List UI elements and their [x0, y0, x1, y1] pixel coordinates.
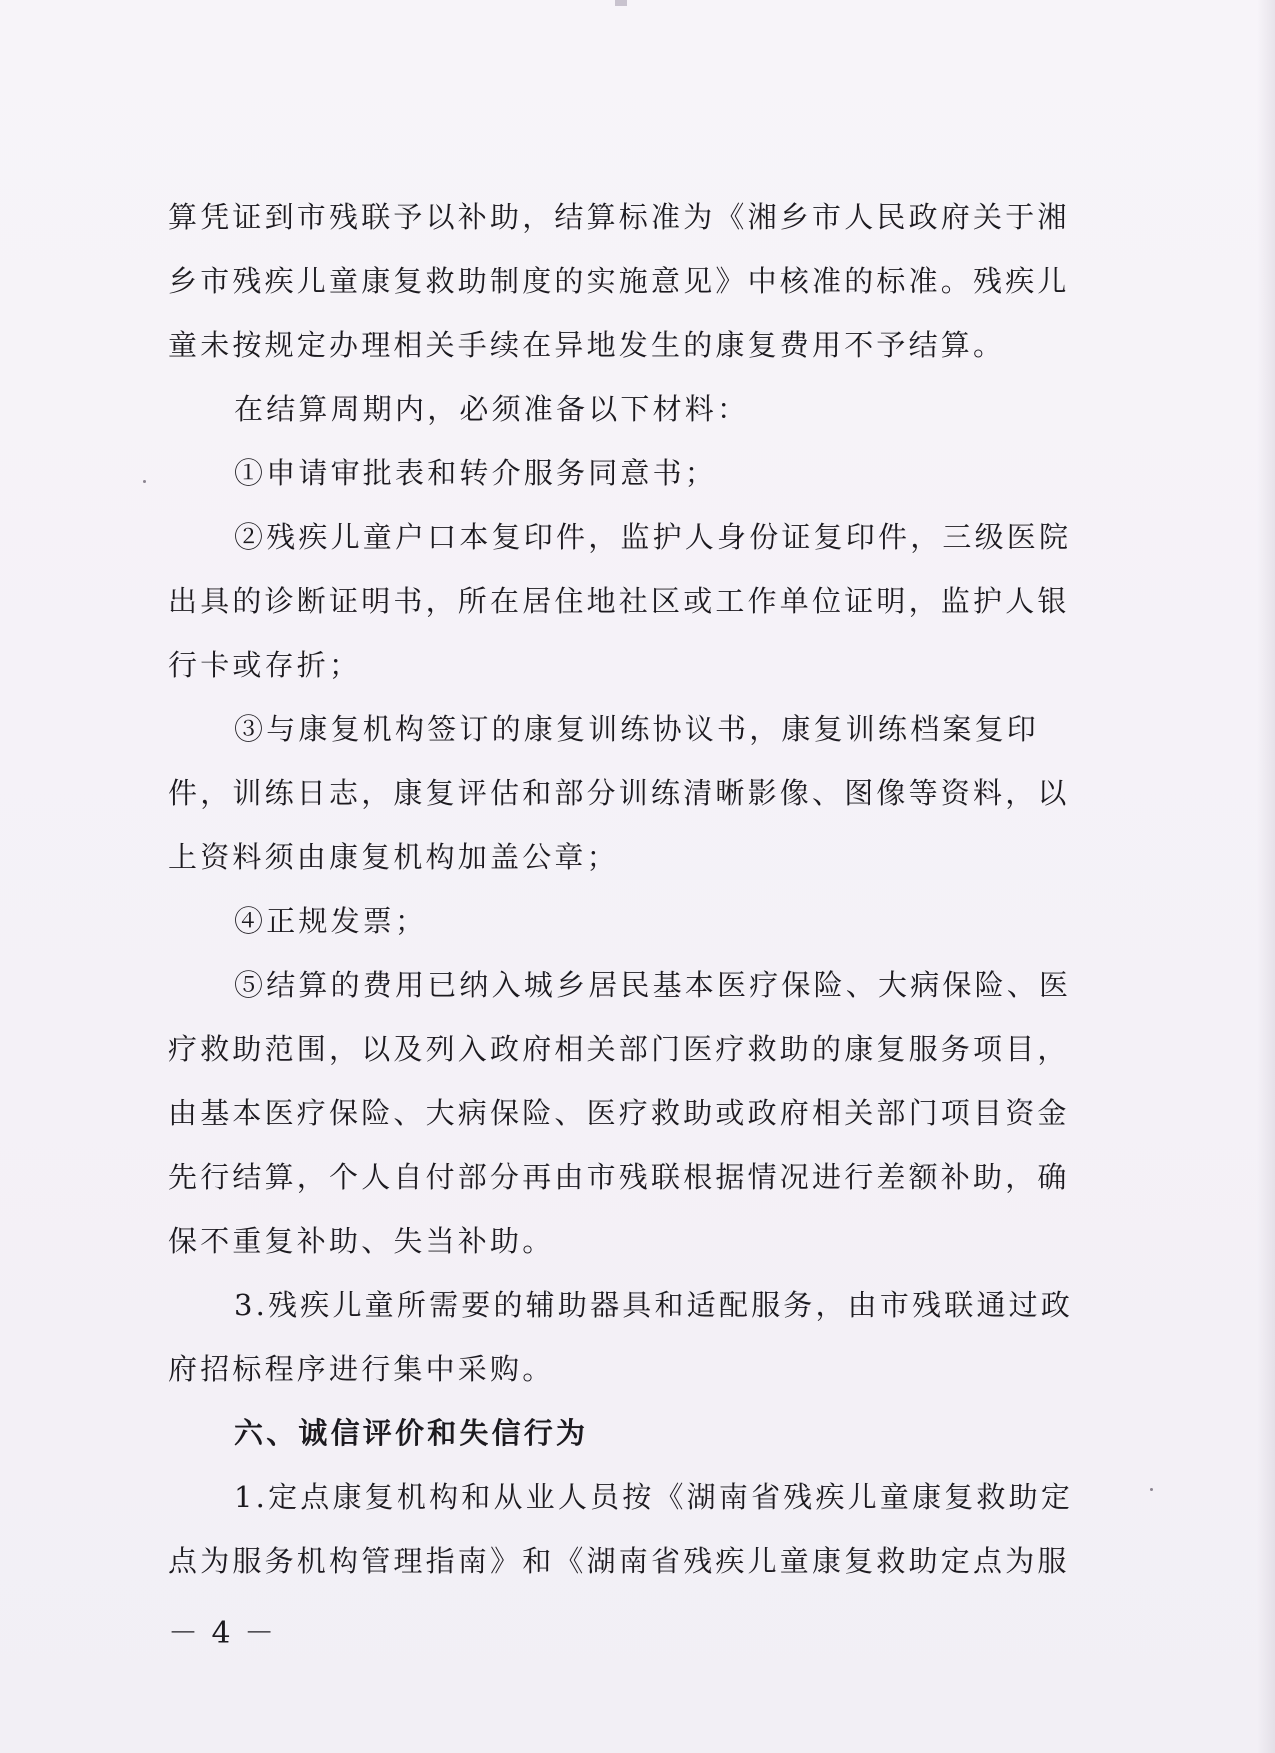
text-line: 保不重复补助、失当补助。 — [168, 1224, 555, 1258]
text-line: 算凭证到市残联予以补助，结算标准为《湘乡市人民政府关于湘 — [168, 200, 1070, 234]
scan-speck — [143, 480, 146, 483]
text-line: 行卡或存折； — [168, 648, 362, 682]
text-line: 点为服务机构管理指南》和《湖南省残疾儿童康复救助定点为服 — [168, 1544, 1070, 1578]
page-number: － 4 － — [168, 1616, 277, 1651]
text-line: 童未按规定办理相关手续在异地发生的康复费用不予结算。 — [168, 328, 1006, 362]
text-line: 府招标程序进行集中采购。 — [168, 1352, 555, 1386]
text-line: 出具的诊断证明书，所在居住地社区或工作单位证明，监护人银 — [168, 584, 1070, 618]
text-line: 乡市残疾儿童康复救助制度的实施意见》中核准的标准。残疾儿 — [168, 264, 1070, 298]
section-heading: 六、诚信评价和失信行为 — [234, 1416, 589, 1450]
list-item: ③与康复机构签订的康复训练协议书，康复训练档案复印 — [234, 712, 1040, 746]
scan-speck — [1150, 1488, 1153, 1491]
scan-mark — [615, 0, 627, 6]
page-edge-shadow — [1257, 0, 1275, 1753]
text-line: 1.定点康复机构和从业人员按《湖南省残疾儿童康复救助定 — [234, 1480, 1074, 1514]
text-line: 先行结算，个人自付部分再由市残联根据情况进行差额补助，确 — [168, 1160, 1070, 1194]
text-line: 疗救助范围，以及列入政府相关部门医疗救助的康复服务项目， — [168, 1032, 1070, 1066]
text-line: 上资料须由康复机构加盖公章； — [168, 840, 619, 874]
text-line: 在结算周期内，必须准备以下材料： — [234, 392, 750, 426]
text-line: 3.残疾儿童所需要的辅助器具和适配服务，由市残联通过政 — [234, 1288, 1074, 1322]
text-line: 件，训练日志，康复评估和部分训练清晰影像、图像等资料，以 — [168, 776, 1070, 810]
text-line: 由基本医疗保险、大病保险、医疗救助或政府相关部门项目资金 — [168, 1096, 1070, 1130]
document-body — [168, 185, 1088, 1593]
list-item: ④正规发票； — [234, 904, 428, 938]
list-item: ①申请审批表和转介服务同意书； — [234, 456, 718, 490]
list-item: ⑤结算的费用已纳入城乡居民基本医疗保险、大病保险、医 — [234, 968, 1072, 1002]
list-item: ②残疾儿童户口本复印件，监护人身份证复印件，三级医院 — [234, 520, 1072, 554]
